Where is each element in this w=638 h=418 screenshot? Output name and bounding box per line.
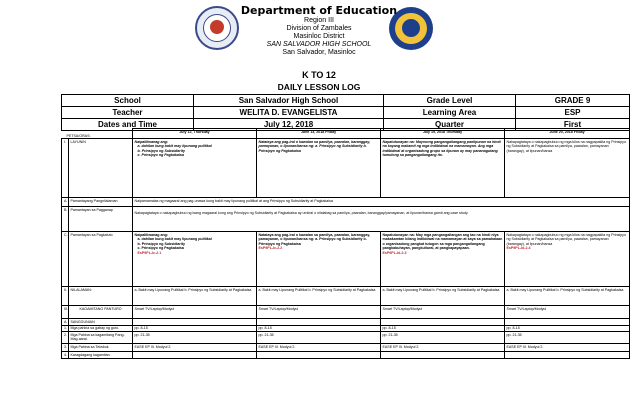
pagganap-text: Nakapagtataya o nakapagbubuo ng isang magaaral kung ang Prinsipyo ng Subsidiarity at Pagkakaisa ay umiiral o nilalabag sa pamilya, paaralan, baranggay/pamayanan, at lipunan/bansa gamit ang case study (133, 207, 630, 232)
row-number: I. (62, 139, 69, 198)
address-line: San Salvador, Masinloc (282, 49, 356, 56)
row-number: 3. (62, 344, 69, 352)
row-label: Pamantayang Pangnilalaman (69, 198, 133, 207)
day-header: July 19, 2018 Thursday (381, 129, 505, 139)
row-number: 2. (62, 332, 69, 344)
kagamitan-day2: Smart TV/Laptop/Modyul (257, 306, 381, 319)
competency-code: EsP9PL-Id-2.3 (382, 250, 407, 255)
info-table (61, 94, 630, 131)
nilalaman-day1: a. Bakit may Lipunang Pulitikal b. Prinsipyo ng Subsidiarity at Pagkakaisa (133, 287, 257, 306)
pagkatuto-item: b. Prinsipyo ng Subsidiarity (137, 241, 186, 246)
mag-day1: pp. 21-35 (133, 332, 257, 344)
day-header: June 13, 2018 Friday (257, 129, 381, 139)
gabay-day4: pp. 8-15 (505, 325, 630, 331)
program-title: K TO 12 (302, 70, 336, 80)
grade-label: Grade Level (384, 95, 516, 107)
row-label: Pamantayan sa Pagkatuto (69, 232, 133, 287)
info-row-school (62, 95, 630, 107)
dates-label: Dates and Time (62, 119, 194, 131)
row-label: SANGGUNIAN (69, 319, 133, 325)
school-value: San Salvador High School (194, 95, 384, 107)
pagkatuto-item: c. Prinsipyo ng Pagkakaisa (137, 246, 184, 251)
layunin-item: b. Prinsipyo ng Subsidiarity (137, 148, 186, 153)
row-pangnilalaman (62, 198, 630, 207)
row-label: Mga pahina sa gabay ng guro. (69, 325, 133, 331)
layunin-head: Naipaliliwanag ang: (134, 139, 169, 144)
row-nilalaman (62, 287, 630, 306)
row-label: KAGAMITANG PANTURO (69, 306, 133, 319)
row-number: A. (62, 198, 69, 207)
row-karagdagang (62, 352, 630, 359)
layunin-day3: Napatutunayan na: Mayroong pangangailangang panlipunan na hindi na kayang makamit ng mga indibidwal na mamamayan. Ang mga indibidwal at organisadong grupo sa lipunan ay may pananagutang tumulong sa pangangailangang ito. (381, 139, 505, 198)
pagkatuto-text: Napatutunayan na: May mga pangangailangan ang tao na hindi niya makakamtan bilang indibidwal na mamamayan at kaya sa pamahalaan o organisadong pangkat tutugon sa mga pangangailangang pangkabuhayan, pangkultural, at pangkapayapaan. (382, 232, 503, 251)
day-header: July 12, Thursday (133, 129, 257, 139)
lesson-table (61, 128, 630, 359)
kagamitan-day4: Smart TV/Laptop/Modyul (505, 306, 630, 319)
gabay-day3: pp. 8-15 (381, 325, 505, 331)
row-label: Pamantayan sa Pagganap (69, 207, 133, 232)
row-number: B. (62, 207, 69, 232)
date-header-row (62, 129, 630, 139)
row-number: 1. (62, 325, 69, 331)
mag-day3: pp. 21-35 (381, 332, 505, 344)
row-pagkatuto (62, 232, 630, 287)
row-kagamitang-mag-aaral (62, 332, 630, 344)
nilalaman-day2: a. Bakit may Lipunang Pulitikal b. Prinsipyo ng Subsidiarity at Pagkakaisa (257, 287, 381, 306)
teksbuk-day1: EASE EP III. Modyul 2. (133, 344, 257, 352)
row-label: Mga Pahina sa kagamitang Pang-Mag-aaral. (69, 332, 133, 344)
pagkatuto-head: Naipaliliwanag ang: (134, 232, 169, 237)
department-title: Department of Education (240, 4, 398, 17)
row-kagamitan (62, 306, 630, 319)
mag-day4: pp. 21-35 (505, 332, 630, 344)
layunin-day2: Natataya ang pag-iral o kawalan sa pamilya, paaralan, baranggay, pamayanan, o lipunan/bansa ng: a. Prinsipyo ng Subsidiarity b. Prinsipyo ng Pagkakaisa (257, 139, 381, 198)
petsa-label: PETSA/ORAS: (66, 133, 91, 138)
row-number: III. (62, 306, 69, 319)
row-label: LAYUNIN (69, 139, 133, 198)
row-number: II. (62, 287, 69, 306)
pagkatuto-day3 (381, 232, 505, 287)
log-title: DAILY LESSON LOG (277, 82, 361, 92)
pagkatuto-item: a. dahilan kung bakit may lipunang pulitikal (137, 237, 212, 242)
nilalaman-day3: a. Bakit may Lipunang Pulitikal b. Prinsipyo ng Subsidiarity at Pagkakaisa (381, 287, 505, 306)
gabay-day1: pp. 8-15 (133, 325, 257, 331)
info-row-teacher (62, 107, 630, 119)
layunin-item: a. dahilan kung bakit may lipunang pulitikal (137, 144, 212, 149)
pagkatuto-text: Nakapagtataya o nakapagbubuo ng mga kilos na nagpapakita ng Prinsipyo ng Subsidiarity at Pagkakaisa sa pamilya, paaralan, pamayanan (barangay), at lipunan/bansa (506, 232, 626, 246)
layunin-day1 (133, 139, 257, 198)
row-number: A. (62, 319, 69, 325)
competency-code: EsP9PL-Ic-2.2 (258, 246, 283, 251)
quarter-label: Quarter (384, 119, 516, 131)
competency-code: EsP9PL-Id-2.4 (506, 246, 531, 251)
pangnilalaman-text: Naipamamalas ng magaaral ang pag-unawa kung bakit may lipunang pulitikal at ang Prinsipyo ng Subsidiarity at Pagkakaisa (133, 198, 630, 207)
competency-code: EsP9PL-Ic-2.1 (137, 250, 162, 255)
division-line: Division of Zambales (286, 25, 352, 32)
area-value: ESP (516, 107, 630, 119)
teacher-label: Teacher (62, 107, 194, 119)
district-line: Masinloc District (293, 33, 345, 40)
dates-value: July 12, 2018 (194, 119, 384, 131)
teksbuk-day3: EASE EP III. Modyul 2. (381, 344, 505, 352)
pagkatuto-day1 (133, 232, 257, 287)
pagkatuto-day4 (505, 232, 630, 287)
kagamitan-day3: Smart TV/Laptop/Modyul (381, 306, 505, 319)
gabay-day2: pp. 8-15 (257, 325, 381, 331)
day-header: June 20, 2018 Friday (505, 129, 630, 139)
region-line: Region III (304, 17, 334, 24)
teksbuk-day2: EASE EP III. Modyul 2. (257, 344, 381, 352)
area-label: Learning Area (384, 107, 516, 119)
row-label: NILALAMAN: (69, 287, 133, 306)
quarter-value: First (516, 119, 630, 131)
nilalaman-day4: a. Bakit may Lipunang Pulitikal b. Prinsipyo ng Subsidiarity at Pagkakaisa (505, 287, 630, 306)
school-label: School (62, 95, 194, 107)
pagkatuto-text: Natataya ang pag-iral o kawalan sa pamilya, paaralan, baranggay, pamayanan, o lipunan/bansa ng: a. Prinsipyo ng Subsidiarity b. Prinsipyo ng Pagkakaisa (258, 232, 371, 246)
grade-value: GRADE 9 (516, 95, 630, 107)
row-pagganap (62, 207, 630, 232)
teksbuk-day4: EASE EP III. Modyul 2. (505, 344, 630, 352)
row-number: 4. (62, 352, 69, 359)
row-label: Karagdagang kagamitan. (69, 352, 133, 359)
mag-day2: pp. 21-35 (257, 332, 381, 344)
layunin-item: c. Prinsipyo ng Pagkakaisa (137, 153, 184, 158)
layunin-day4: Nakapagtataya o nakapagbubuo ng mga kilos na nagpapakita ng Prinsipyo ng Subsidiarity at Pagkakaisa sa pamilya, paaralan, pamayanan (barangay), at lipunan/bansa (505, 139, 630, 198)
row-label: Mga Pahina sa Teksbuk (69, 344, 133, 352)
teacher-value: WELITA D. EVANGELISTA (194, 107, 384, 119)
row-teksbuk (62, 344, 630, 352)
row-layunin (62, 139, 630, 198)
kagamitan-day1: Smart TV/Laptop/Modyul (133, 306, 257, 319)
school-line: SAN SALVADOR HIGH SCHOOL (266, 41, 372, 48)
pagkatuto-day2 (257, 232, 381, 287)
row-number: C. (62, 232, 69, 287)
